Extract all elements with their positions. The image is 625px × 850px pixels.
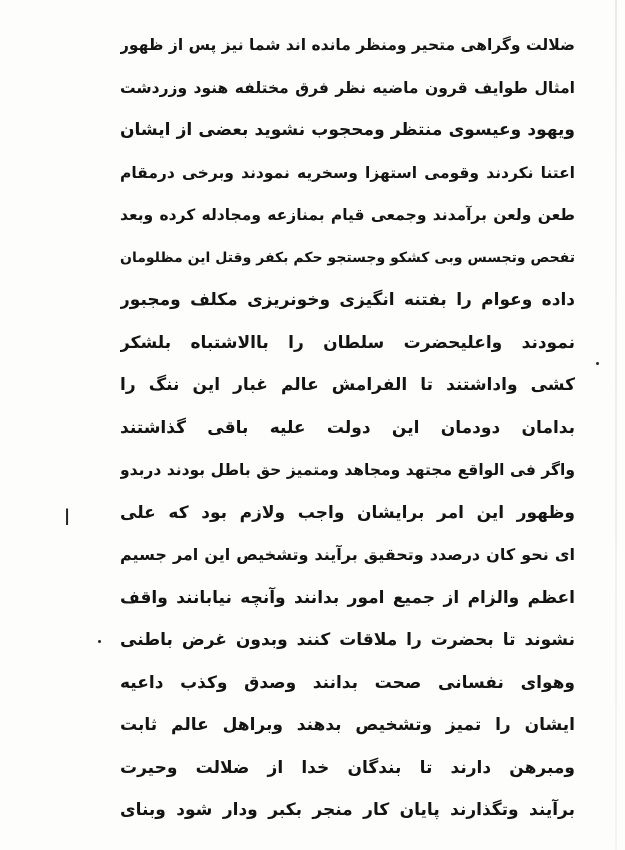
text-line-16: وهوای نفسانی صحت بدانند وصدق وکذب داعیه [120,672,575,693]
ink-speck [596,362,599,365]
text-line-4: اعتنا نکردند وقومی استهزا وسخریه نمودند وبرخی درمقام [120,163,575,182]
text-line-9: کشی واداشتند تا الفرامش عالم غبار این ننگ را [120,375,575,395]
manuscript-text-block [120,20,575,830]
text-line-3: ویهود وعیسوی منتظر ومحجوب نشوید بعضی از ایشان [120,120,575,140]
text-line-10: بدامان دودمان این دولت علیه باقی گذاشتند [120,417,575,438]
text-line-11: واگر فی الواقع مجتهد ومجاهد ومتمیز حق باطل بودند دربدو [120,461,575,479]
ink-speck [98,640,101,643]
text-line-12: وظهور این امر برایشان واجب ولازم بود که علی [120,502,575,523]
text-line-7: داده وعوام را بفتنه انگیزی وخونریزی مکلف ومجبور [120,290,575,310]
text-line-17: ایشان را تمیز وتشخیص بدهند وبراهل عالم ثابت [120,715,575,735]
text-line-6: تفحص وتجسس وبی کشکو وجستجو حکم بکفر وقتل این مظلومان [120,249,575,266]
text-line-14: اعظم والزام از جمیع امور بدانند وآنچه نیابانند واقف [120,587,575,608]
margin-mark: ا [64,506,71,531]
text-line-15: نشوند تا بحضرت را ملاقات کنند وبدون غرض باطنی [120,630,575,650]
text-line-18: ومبرهن دارند تا بندگان خدا از ضلالت وحیرت [120,757,575,778]
text-line-13: ای نحو کان درصدد وتحقیق برآیند وتشخیص این امر جسیم [120,545,575,564]
text-line-19: برآیند وتگذارند پایان کار منجر بکبر ودار شود وبنای [120,800,575,820]
text-line-1: ضلالت وگراهی متحیر ومنظر مانده اند شما نیز پس از ظهور [120,36,575,54]
text-line-8: نمودند واعلیحضرت سلطان را باالاشتباه بلشکر [120,332,575,353]
page-edge-shadow [615,0,617,850]
text-line-5: طعن ولعن برآمدند وجمعی قیام بمنازعه ومجادله کرده وبعد [120,206,575,224]
text-line-2: امثال طوایف قرون ماضیه نظر فرق مختلفه هنود وزردشت [120,78,575,97]
